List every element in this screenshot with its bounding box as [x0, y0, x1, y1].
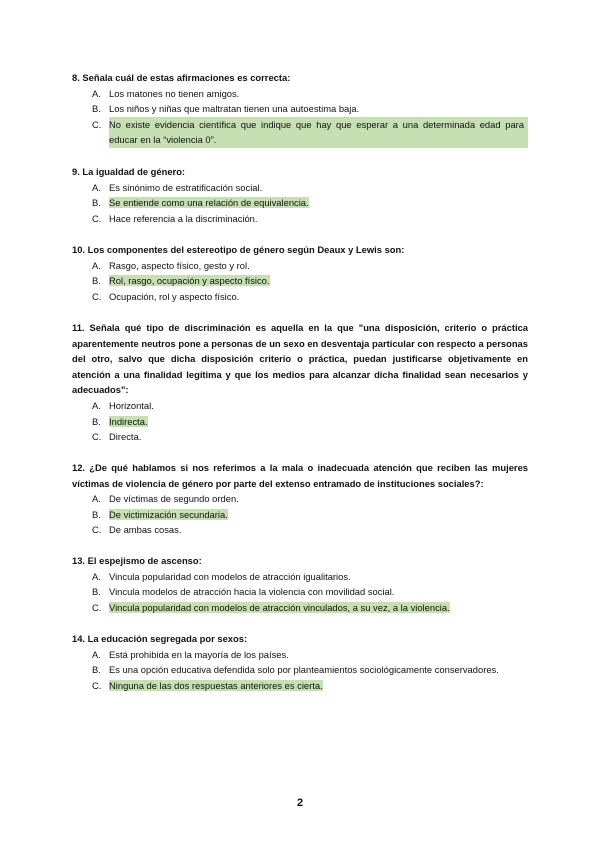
question-14	[72, 631, 528, 693]
option-text: Rasgo, aspecto físico, gesto y rol.	[109, 259, 250, 271]
option-text-highlighted: Se entiende como una relación de equivalencia.	[109, 197, 309, 209]
option-letter: B.	[92, 664, 101, 676]
option-text: De víctimas de segundo orden.	[109, 493, 239, 505]
option-c	[72, 211, 528, 227]
option-a	[72, 491, 528, 507]
option-a	[72, 180, 528, 196]
option-letter: C.	[92, 524, 102, 536]
option-list	[72, 180, 528, 227]
option-letter: B.	[92, 508, 101, 520]
option-letter: B.	[92, 197, 101, 209]
question-12	[72, 460, 528, 538]
option-letter: C.	[92, 118, 102, 130]
page-number: 2	[296, 797, 304, 809]
option-letter: A.	[92, 259, 101, 271]
option-letter: A.	[92, 570, 101, 582]
option-text-highlighted: Vincula popularidad con modelos de atracción vinculados, a su vez, a la violencia.	[109, 601, 450, 613]
option-list	[72, 258, 528, 305]
option-text: Vincula modelos de atracción hacia la violencia con movilidad social.	[109, 586, 395, 598]
option-b-correct	[72, 507, 528, 523]
option-letter: A.	[92, 648, 101, 660]
option-letter: A.	[92, 181, 101, 193]
question-10	[72, 242, 528, 304]
question-title: 13. El espejismo de ascenso:	[72, 555, 202, 566]
option-b-correct	[72, 195, 528, 211]
option-letter: C.	[92, 431, 102, 443]
question-title: 12. ¿De qué hablamos si nos referimos a la mala o inadecuada atención que reciben las mujeres víctimas de violencia de género por parte del extenso entramado de instituciones sociales?:	[72, 462, 528, 489]
option-text: Está prohibida en la mayoría de los países.	[109, 648, 289, 660]
option-text: Horizontal.	[109, 399, 154, 411]
option-text: Ocupación, rol y aspecto físico.	[109, 290, 240, 302]
option-list	[72, 569, 528, 616]
option-a	[72, 398, 528, 414]
option-text: Vincula popularidad con modelos de atracción igualitarios.	[109, 570, 351, 582]
question-title: 10. Los componentes del estereotipo de género según Deaux y Lewis son:	[72, 244, 405, 255]
question-title: 8. Señala cuál de estas afirmaciones es correcta:	[72, 72, 291, 83]
option-text-highlighted: De victimización secundaria.	[109, 508, 228, 520]
question-13	[72, 553, 528, 615]
option-text: Es sinónimo de estratificación social.	[109, 181, 263, 193]
option-a	[72, 647, 528, 663]
question-11	[72, 320, 528, 445]
option-letter: C.	[92, 212, 102, 224]
question-title: 14. La educación segregada por sexos:	[72, 633, 248, 644]
option-letter: B.	[92, 103, 101, 115]
question-9	[72, 164, 528, 226]
option-text-highlighted: Ninguna de las dos respuestas anteriores es cierta.	[109, 679, 323, 691]
option-c	[72, 289, 528, 305]
option-text: Es una opción educativa defendida solo por planteamientos sociológicamente conservadores.	[109, 664, 499, 676]
option-c-correct	[72, 678, 528, 694]
option-list	[72, 491, 528, 538]
option-text-highlighted: No existe evidencia científica que indique que hay que esperar a una determinada edad para educar en la “violencia 0”.	[109, 117, 528, 148]
option-text: De ambas cosas.	[109, 524, 182, 536]
question-title: 11. Señala qué tipo de discriminación es aquella en la que "una disposición, criterio o práctica aparentemente neutros pone a personas de un sexo en desventaja particular con respecto a personas del otro, salvo que dicha disposición criterio o práctica, puedan justificarse objetivamente en atención a una finalidad legítima y que los medios para alcanzar dicha finalidad sean necesarios y adecuados":	[72, 322, 528, 396]
option-letter: C.	[92, 290, 102, 302]
option-c	[72, 429, 528, 445]
option-a	[72, 569, 528, 585]
option-c	[72, 522, 528, 538]
option-letter: C.	[92, 601, 102, 613]
option-text-highlighted: Indirecta.	[109, 415, 148, 427]
option-text: Los niños y niñas que maltratan tienen una autoestima baja.	[109, 103, 360, 115]
option-list	[72, 86, 528, 148]
option-letter: A.	[92, 493, 101, 505]
option-b	[72, 584, 528, 600]
option-c-correct	[72, 117, 528, 148]
option-letter: C.	[92, 679, 102, 691]
option-text: Los matones no tienen amigos.	[109, 87, 240, 99]
option-list	[72, 398, 528, 445]
option-b	[72, 662, 528, 678]
option-b	[72, 101, 528, 117]
option-text: Hace referencia a la discriminación.	[109, 212, 258, 224]
option-letter: A.	[92, 87, 101, 99]
option-b-correct	[72, 273, 528, 289]
option-b-correct	[72, 414, 528, 430]
option-a	[72, 258, 528, 274]
question-8	[72, 70, 528, 148]
option-letter: B.	[92, 275, 101, 287]
option-text-highlighted: Rol, rasgo, ocupación y aspecto físico.	[109, 275, 270, 287]
option-letter: B.	[92, 415, 101, 427]
option-list	[72, 647, 528, 694]
option-letter: A.	[92, 399, 101, 411]
option-c-correct	[72, 600, 528, 616]
question-title: 9. La igualdad de género:	[72, 166, 186, 177]
option-a	[72, 86, 528, 102]
option-letter: B.	[92, 586, 101, 598]
option-text: Directa.	[109, 431, 142, 443]
